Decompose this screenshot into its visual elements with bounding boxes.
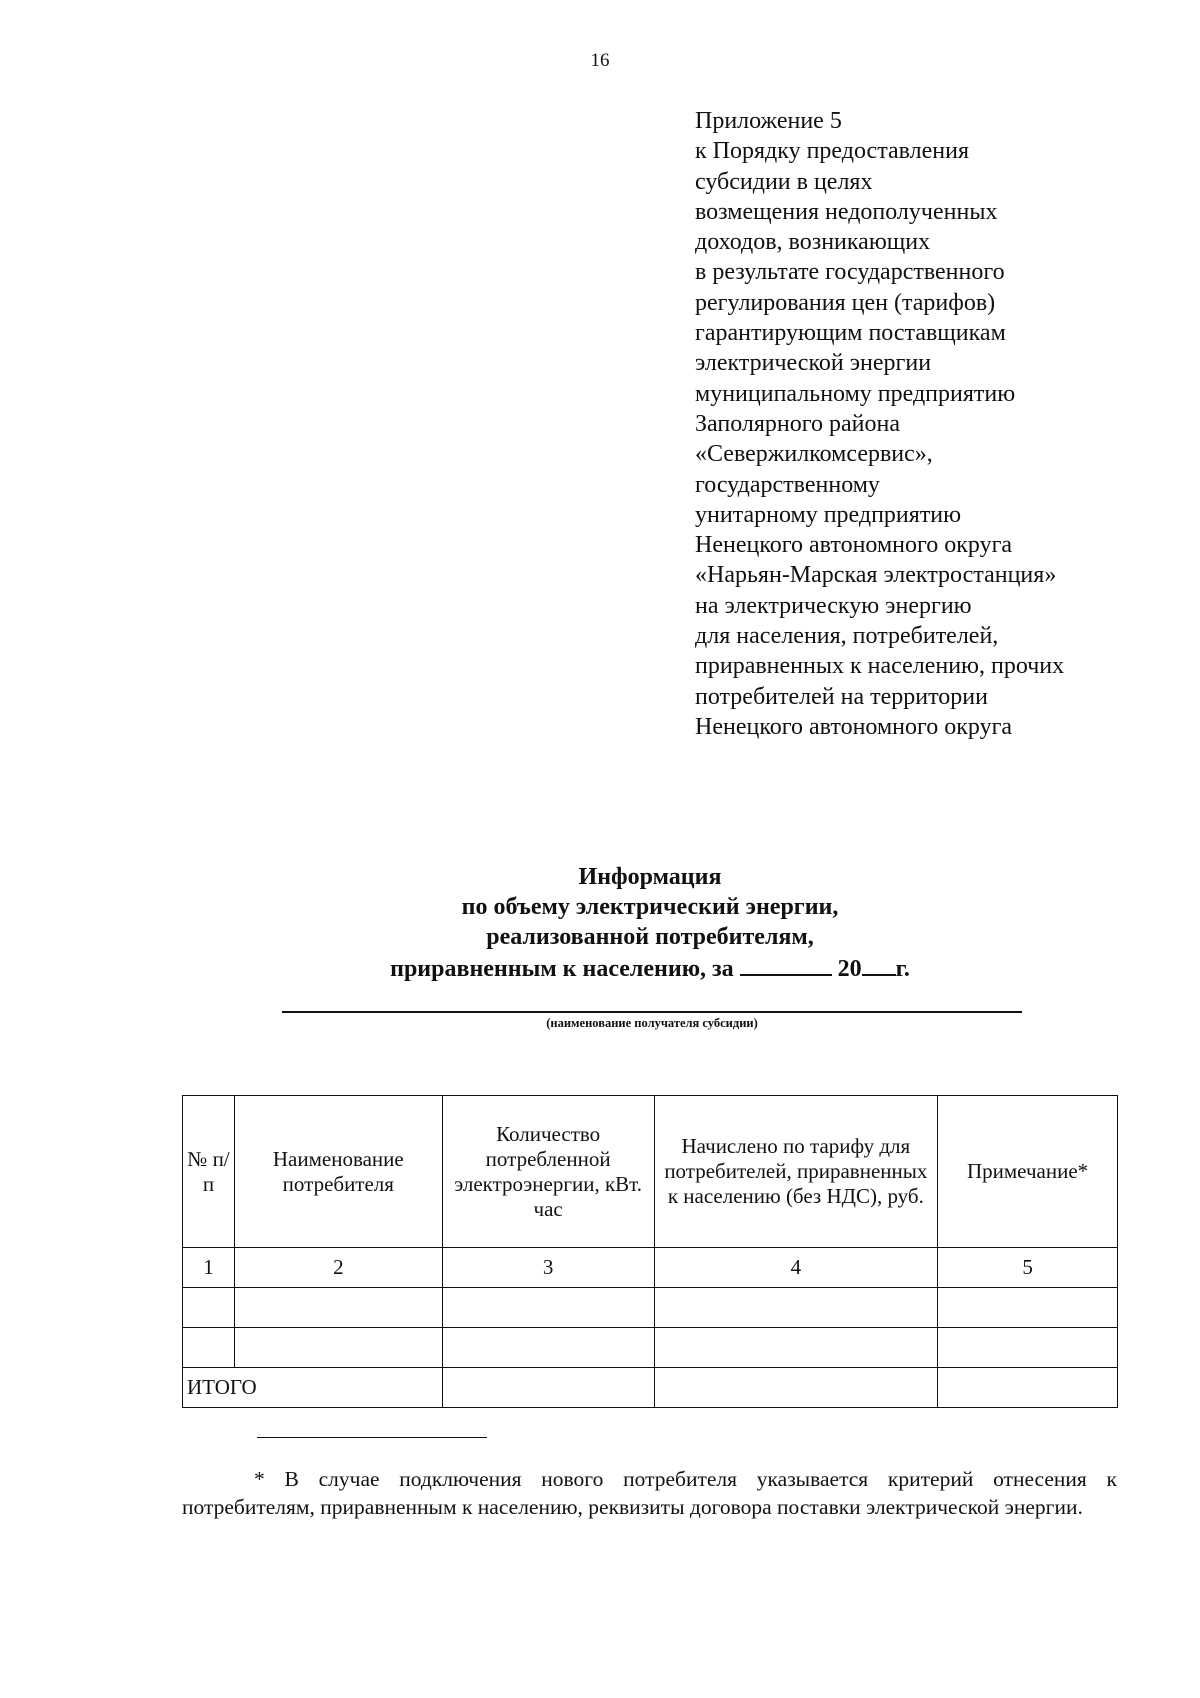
title-period-label: приравненным к населению, за <box>390 956 734 982</box>
footnote: * В случае подключения нового потребителя указывается критерий отнесения к потребителям, приравненным к населению, реквизиты договора поставки электрической энергии. <box>182 1467 1117 1519</box>
footnote-separator <box>257 1437 487 1438</box>
appendix-line: приравненных к населению, прочих <box>695 653 1065 680</box>
appendix-line: гарантирующим поставщикам <box>695 320 1006 347</box>
title-year-prefix: 20 <box>837 956 862 982</box>
table-row <box>183 1288 1118 1328</box>
title-line-4 <box>0 952 1200 984</box>
appendix-line: к Порядку предоставления <box>695 138 970 165</box>
appendix-line: Приложение 5 <box>695 108 842 134</box>
table-cell <box>442 1328 654 1368</box>
table-row <box>183 1328 1118 1368</box>
table-cell <box>183 1288 235 1328</box>
title-year-suffix: г. <box>895 956 910 982</box>
appendix-block <box>695 106 1165 742</box>
column-number: 5 <box>938 1248 1118 1288</box>
appendix-line: возмещения недополученных <box>695 198 998 225</box>
appendix-line: электрической энергии <box>695 350 932 377</box>
appendix-line: субсидии в целях <box>695 168 873 195</box>
appendix-line: потребителей на территории <box>695 683 988 710</box>
header-cell-note: Примечание* <box>938 1096 1118 1248</box>
table-cell <box>654 1288 938 1328</box>
table-cell <box>654 1328 938 1368</box>
header-cell-quantity: Количество потребленной электроэнергии, кВт. час <box>442 1096 654 1248</box>
appendix-line: доходов, возникающих <box>695 229 931 256</box>
header-cell-number: № п/п <box>183 1096 235 1248</box>
table-cell <box>654 1368 938 1408</box>
table-cell <box>938 1368 1118 1408</box>
appendix-line: Заполярного района <box>695 410 900 437</box>
document-title <box>0 862 1200 984</box>
appendix-line: «Нарьян-Марская электростанция» <box>695 562 1057 589</box>
info-table <box>182 1095 1118 1408</box>
column-number: 2 <box>234 1248 442 1288</box>
header-cell-consumer: Наименование потребителя <box>234 1096 442 1248</box>
appendix-line: «Севержилкомсервис», <box>695 441 933 468</box>
title-line-1: Информация <box>578 864 722 890</box>
table-cell <box>234 1288 442 1328</box>
period-blank <box>740 952 832 976</box>
total-row <box>183 1368 1118 1408</box>
table-cell <box>234 1328 442 1368</box>
year-blank <box>862 952 896 976</box>
column-number: 1 <box>183 1248 235 1288</box>
table-cell <box>442 1288 654 1328</box>
table-cell <box>938 1328 1118 1368</box>
appendix-line: в результате государственного <box>695 259 1005 286</box>
appendix-line: для населения, потребителей, <box>695 623 999 650</box>
column-number: 4 <box>654 1248 938 1288</box>
appendix-line: муниципальному предприятию <box>695 380 1016 407</box>
page-number: 16 <box>590 50 610 71</box>
appendix-line: Ненецкого автономного округа <box>695 532 1013 559</box>
header-cell-charged: Начислено по тарифу для потребителей, приравненных к населению (без НДС), руб. <box>654 1096 938 1248</box>
appendix-line: государственному <box>695 471 880 498</box>
appendix-line: регулирования цен (тарифов) <box>695 289 996 316</box>
recipient-blank-line <box>282 1011 1022 1013</box>
table-cell <box>442 1368 654 1408</box>
column-number: 3 <box>442 1248 654 1288</box>
appendix-line: на электрическую энергию <box>695 592 972 619</box>
table-cell <box>183 1328 235 1368</box>
title-line-3: реализованной потребителям, <box>486 924 814 950</box>
column-number-row <box>183 1248 1118 1288</box>
appendix-line: унитарному предприятию <box>695 501 962 528</box>
table-cell <box>938 1288 1118 1328</box>
appendix-line: Ненецкого автономного округа <box>695 713 1013 740</box>
recipient-caption: (наименование получателя субсидии) <box>546 1016 758 1030</box>
title-line-2: по объему электрический энергии, <box>461 894 839 920</box>
total-label: ИТОГО <box>183 1368 443 1408</box>
table-header-row <box>183 1096 1118 1248</box>
